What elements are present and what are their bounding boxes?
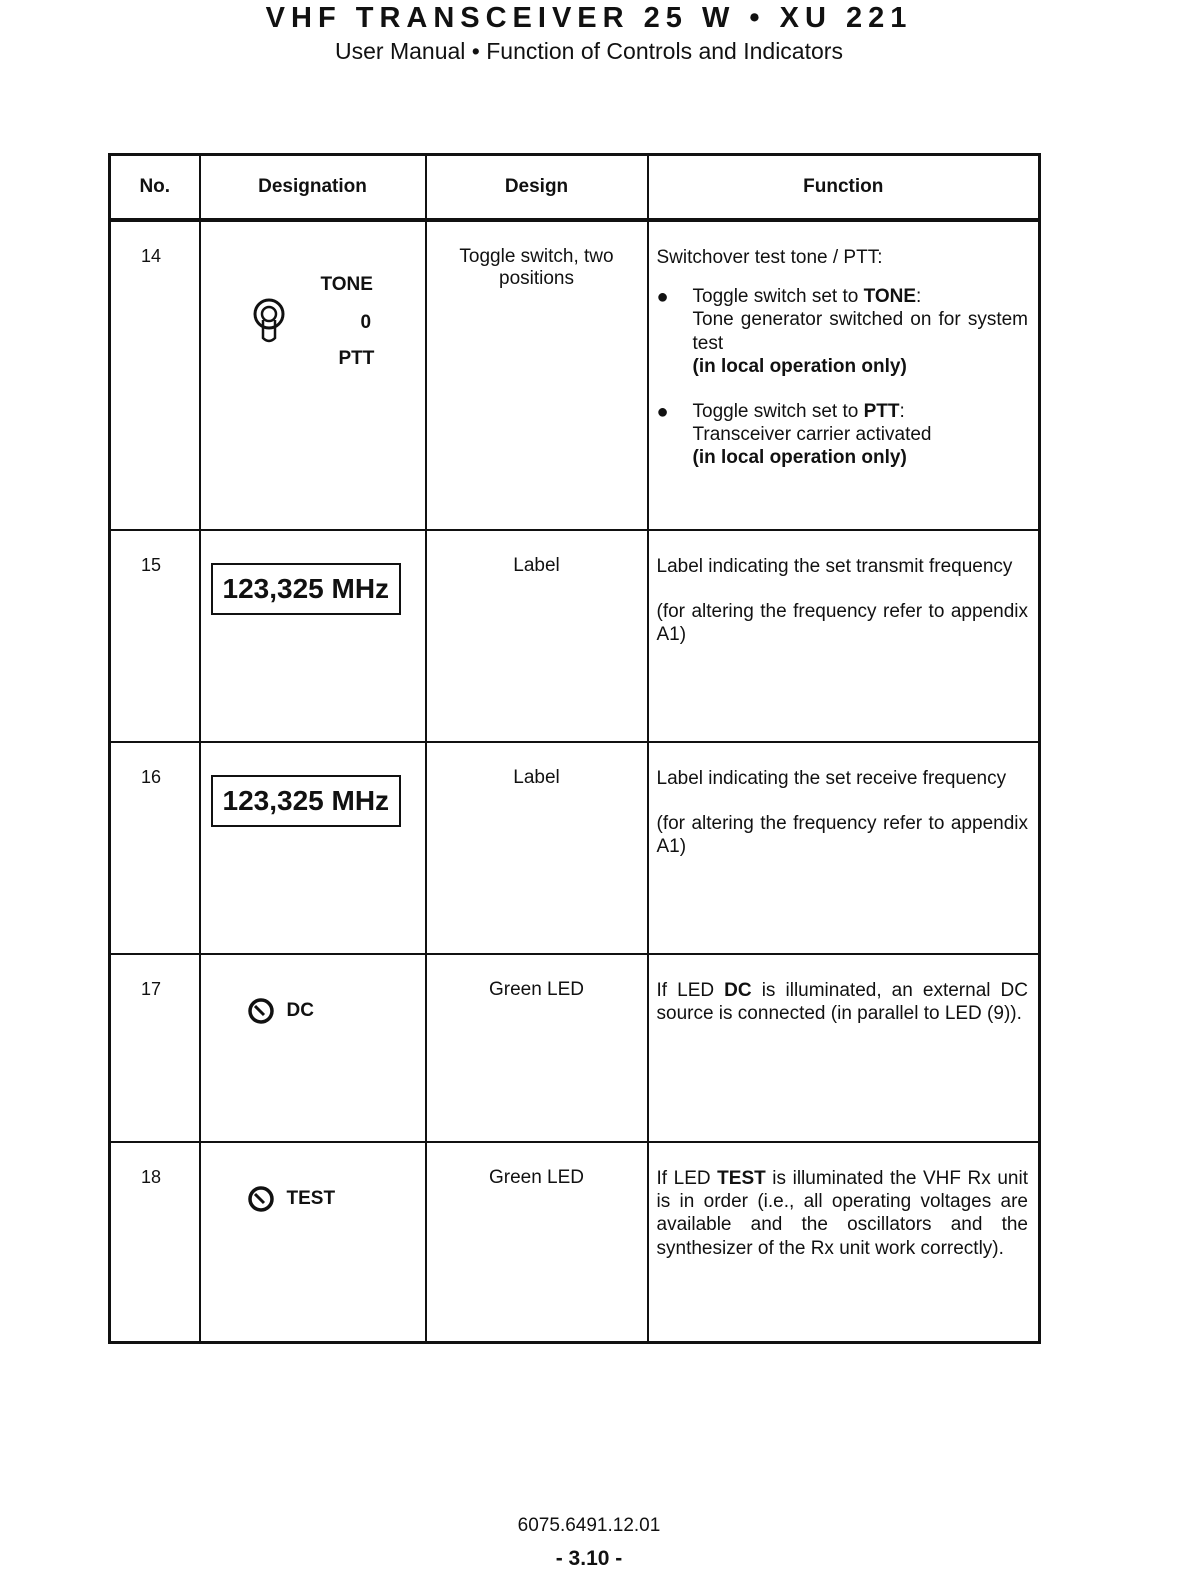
function-text: Label indicating the set transmit frequency [656,556,1013,577]
document-title: VHF TRANSCEIVER 25 W • XU 221 [265,2,913,34]
bullet-note: (in local operation only) [692,447,907,469]
designation-cell [200,742,426,954]
led-label-dc: DC [286,1000,314,1021]
function-cell [648,742,1040,954]
designation-cell [200,1142,426,1342]
list-item [657,285,1029,378]
toggle-label-ptt: PTT [338,348,375,369]
toggle-switch-icon [249,296,289,346]
function-cell [648,954,1040,1142]
table-row [110,742,1040,954]
row-number: 14 [110,220,200,530]
row-number: 15 [110,530,200,742]
led-icon [247,1185,275,1213]
function-text-end: is illuminated, an external DC source is connected (in parallel to LED (9)). [656,980,1028,1025]
column-header-design: Design [426,155,648,221]
bullet-lead-end: : [899,400,905,422]
toggle-switch-designation [211,246,415,396]
row-number: 16 [110,742,200,954]
table-row [110,220,1040,530]
function-text-bold: DC [724,980,752,1001]
designation-cell [200,954,426,1142]
toggle-label-zero: 0 [360,312,372,333]
document-subtitle: User Manual • Function of Controls and Indicators [335,38,843,64]
column-header-no: No. [110,155,200,221]
design-cell: Label [426,742,648,954]
frequency-label-receive: 123,325 MHz [211,775,402,827]
table-row [110,530,1040,742]
controls-table [108,153,1041,1344]
bullet-note: (in local operation only) [692,355,907,377]
table-row [110,1142,1040,1342]
function-text: Label indicating the set receive frequency [656,768,1007,789]
bullet-lead: Toggle switch set to [692,286,864,308]
led-label-test: TEST [286,1188,336,1209]
design-cell: Green LED [426,1142,648,1342]
function-text-start: If LED [656,1168,718,1189]
list-item [657,400,1029,470]
function-note: (for altering the frequency refer to appendix A1) [656,813,1028,858]
function-text-end: is illuminated the VHF Rx unit is in order (i.e., all operating voltages are available and the oscillators and the synthesizer of the Rx unit work correctly). [656,1168,1028,1259]
row-number: 18 [110,1142,200,1342]
designation-cell [200,220,426,530]
table-row [110,954,1040,1142]
bullet-icon: ● [656,286,669,309]
led-icon [247,997,275,1025]
document-number: 6075.6491.12.01 [517,1515,661,1536]
function-intro: Switchover test tone / PTT: [656,247,883,268]
design-cell: Toggle switch, two positions [426,220,648,530]
table-header-row [110,155,1040,221]
bullet-lead-end: : [916,286,922,308]
controls-table-frame [108,153,1038,1338]
column-header-function: Function [648,155,1040,221]
design-cell: Green LED [426,954,648,1142]
bullet-body: Transceiver carrier activated [692,424,932,446]
design-cell: Label [426,530,648,742]
function-cell [648,1142,1040,1342]
function-cell [648,530,1040,742]
function-note: (for altering the frequency refer to appendix A1) [656,601,1028,646]
bullet-lead: Toggle switch set to [692,400,864,422]
column-header-designation: Designation [200,155,426,221]
function-text-start: If LED [656,980,725,1001]
function-cell [648,220,1040,530]
frequency-label-transmit: 123,325 MHz [211,563,402,615]
led-designation [211,997,415,1025]
function-text-bold: TEST [717,1168,766,1189]
row-number: 17 [110,954,200,1142]
toggle-label-tone: TONE [320,274,373,295]
designation-cell [200,530,426,742]
led-designation [211,1185,415,1213]
bullet-lead-bold: TONE [863,286,917,308]
page-number: - 3.10 - [555,1547,623,1570]
bullet-body: Tone generator switched on for system test [692,309,1028,354]
bullet-lead-bold: PTT [863,400,900,422]
bullet-icon: ● [656,400,669,423]
